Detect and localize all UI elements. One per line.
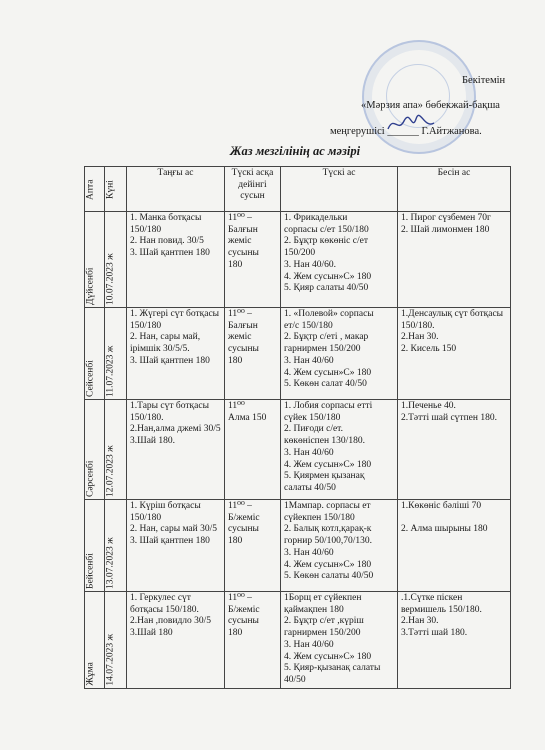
- breakfast-item: 1.Тары сүт ботқасы 150/180.: [130, 401, 209, 423]
- dinner-item: 1.Денсаулық сүт ботқасы 150/180.: [401, 309, 504, 331]
- snack-item: жеміс: [228, 236, 252, 247]
- dinner-item: 1. Пирог сүзбемен 70г: [401, 213, 491, 223]
- lunch-item: 2. Пиғоди с/ет.: [284, 424, 343, 435]
- snack-item: Б/жеміс: [228, 512, 260, 523]
- breakfast-item: 2.Нан ,повидло 30/5: [130, 616, 212, 627]
- dinner-item: 1.Көкөніс бәліші 70: [401, 501, 482, 511]
- table-row: [85, 212, 511, 308]
- lunch-item: 150/200: [284, 248, 316, 259]
- lunch-item: ет/с 150/180: [284, 320, 333, 331]
- snack-cell: [225, 212, 281, 308]
- snack-item: 11⁰⁰ –: [228, 593, 252, 603]
- dinner-item: 2. Кисель 150: [401, 344, 457, 355]
- breakfast-item: 2. Нан, сары май 30/5: [130, 524, 217, 535]
- breakfast-cell: [127, 400, 225, 500]
- lunch-item: 4. Жем сусын»С» 180: [284, 651, 372, 662]
- snack-item: 180: [228, 355, 243, 366]
- breakfast-cell: [127, 308, 225, 400]
- snack-item: Б/жеміс: [228, 604, 260, 615]
- snack-item: жеміс: [228, 332, 252, 343]
- breakfast-item: 3. Шай қантпен 180: [130, 355, 210, 366]
- snack-item: сусыны: [228, 524, 259, 535]
- breakfast-cell: [127, 500, 225, 592]
- weekday-cell: Дүйсенбі: [85, 212, 105, 308]
- dinner-item: 2. Алма шырыны 180: [401, 524, 488, 535]
- approval-line-1: Бекітемін: [462, 75, 506, 86]
- lunch-item: сүйекпен 150/180: [284, 512, 355, 523]
- lunch-item: 5. Көкөн салат 40/50: [284, 379, 367, 390]
- lunch-item: 5. Қияр салаты 40/50: [284, 283, 369, 294]
- menu-table: [84, 166, 511, 689]
- header-lunch: Түскі ас: [281, 167, 398, 212]
- dinner-item: 2. Шай лимонмен 180: [401, 224, 490, 235]
- dinner-item: 2.Нан 30.: [401, 332, 439, 343]
- lunch-item: 4. Жем сусын»С» 180: [284, 459, 372, 470]
- dinner-item: .1.Сүтке піскен вермишель 150/180.: [401, 593, 482, 615]
- date-cell: 13.07.2023 ж: [105, 500, 127, 592]
- snack-item: 180: [228, 536, 243, 547]
- breakfast-item: 1. Манка ботқасы 150/180: [130, 213, 202, 235]
- approval-line-2: «Мәрзия апа» бөбекжай-бақша: [361, 100, 500, 111]
- dinner-item: 2.Нан 30.: [401, 616, 439, 627]
- lunch-item: 2. Бұқтр с/еті , макар: [284, 332, 369, 343]
- table-row: [85, 400, 511, 500]
- header-snack: Түскі асқа дейінгі сусын: [225, 167, 281, 212]
- header-dinner: Бесін ас: [398, 167, 511, 212]
- lunch-item: 2. Бұқтр көкөніс с/ет: [284, 236, 368, 247]
- lunch-item: қаймақпен 180: [284, 604, 344, 615]
- breakfast-item: 3.Шай 180: [130, 628, 173, 639]
- lunch-item: 4. Жем сусын»С» 180: [284, 367, 372, 378]
- header-breakfast: Таңғы ас: [127, 167, 225, 212]
- snack-item: сусыны: [228, 344, 259, 355]
- lunch-item: 5. Қияр-қызанақ салаты: [284, 663, 381, 674]
- snack-item: Балғын: [228, 224, 258, 235]
- lunch-item: 1. «Полевой» сорпасы: [284, 309, 374, 319]
- dinner-cell: [398, 212, 511, 308]
- lunch-item: горнир 50/100,70/130.: [284, 536, 372, 547]
- lunch-item: 4. Жем сусын»С» 180: [284, 271, 372, 282]
- lunch-cell: [281, 308, 398, 400]
- date-cell: 12.07.2023 ж: [105, 400, 127, 500]
- lunch-item: 3. Нан 40/60: [284, 639, 334, 650]
- header-week: Апта: [85, 167, 105, 212]
- breakfast-item: 2. Нан повид. 30/5: [130, 236, 204, 247]
- date-cell: 10.07.2023 ж: [105, 212, 127, 308]
- date-cell: 14.07.2023 ж: [105, 592, 127, 689]
- lunch-item: 3. Нан 40/60.: [284, 259, 337, 270]
- breakfast-item: 2. Нан, сары май, ірімшік 30/5/5.: [130, 332, 201, 355]
- snack-item: Алма 150: [228, 412, 267, 423]
- snack-item: сусыны: [228, 616, 259, 627]
- weekday-cell: Жұма: [85, 592, 105, 689]
- dinner-cell: [398, 400, 511, 500]
- dinner-item: 1.Печенье 40.: [401, 401, 456, 411]
- lunch-item: 1. Фрикадельки: [284, 213, 348, 223]
- lunch-cell: [281, 400, 398, 500]
- lunch-item: 2. Балық котл,қарақ-к: [284, 524, 372, 535]
- dinner-cell: [398, 592, 511, 689]
- header-day: Күні: [105, 167, 127, 212]
- snack-item: 180: [228, 259, 243, 270]
- table-row: [85, 500, 511, 592]
- dinner-item: 3.Тәтті шай 180.: [401, 628, 468, 639]
- lunch-item: 40/50: [284, 674, 306, 685]
- breakfast-item: 3. Шай қантпен 180: [130, 248, 210, 259]
- lunch-item: 5. Қиярмен қызанақ: [284, 471, 365, 482]
- lunch-item: 3. Нан 40/60: [284, 355, 334, 366]
- date-cell: 11.07.2023 ж: [105, 308, 127, 400]
- breakfast-item: 3.Шай 180.: [130, 436, 176, 447]
- lunch-item: 1Мампар. сорпасы ет: [284, 501, 371, 511]
- weekday-cell: Сейсенбі: [85, 308, 105, 400]
- lunch-item: 2. Бұқтр с/ет ,күріш: [284, 616, 364, 627]
- snack-item: сусыны: [228, 248, 259, 259]
- snack-item: 11⁰⁰ –: [228, 309, 252, 319]
- lunch-item: 1. Лобия сорпасы етті: [284, 401, 373, 411]
- lunch-item: гарнирмен 150/200: [284, 628, 361, 639]
- breakfast-item: 3. Шай қантпен 180: [130, 536, 210, 547]
- lunch-item: көкөніспен 130/180.: [284, 436, 365, 447]
- lunch-cell: [281, 500, 398, 592]
- weekday-cell: Сәрсенбі: [85, 400, 105, 500]
- table-header-row: [85, 167, 511, 212]
- table-row: [85, 592, 511, 689]
- snack-cell: [225, 308, 281, 400]
- breakfast-cell: [127, 212, 225, 308]
- handwritten-signature: [386, 113, 436, 135]
- lunch-cell: [281, 212, 398, 308]
- lunch-item: 5. Көкөн салаты 40/50: [284, 571, 374, 582]
- snack-item: 180: [228, 628, 243, 639]
- page-title: Жаз мезгілінің ас мәзірі: [230, 144, 361, 158]
- breakfast-item: 1. Геркулес сүт ботқасы 150/180.: [130, 593, 199, 615]
- breakfast-item: 1. Жүгері сүт ботқасы 150/180: [130, 309, 220, 331]
- weekday-cell: Бейсенбі: [85, 500, 105, 592]
- lunch-item: гарнирмен 150/200: [284, 344, 361, 355]
- lunch-item: 1Борщ ет сүйекпен: [284, 593, 362, 603]
- lunch-cell: [281, 592, 398, 689]
- dinner-item: 2.Тәтті шай сүтпен 180.: [401, 412, 497, 423]
- snack-item: 11⁰⁰: [228, 401, 245, 411]
- approval-line-3: меңгерушісі ______ Г.Айтжанова.: [330, 126, 482, 137]
- dinner-cell: [398, 308, 511, 400]
- breakfast-cell: [127, 592, 225, 689]
- lunch-item: 3. Нан 40/60: [284, 547, 334, 558]
- snack-cell: [225, 500, 281, 592]
- lunch-item: 4. Жем сусын»С» 180: [284, 559, 372, 570]
- snack-item: 11⁰⁰ –: [228, 213, 252, 223]
- snack-item: 11⁰⁰ –: [228, 501, 252, 511]
- lunch-item: сорпасы с/ет 150/180: [284, 224, 369, 235]
- snack-item: Балғын: [228, 320, 258, 331]
- breakfast-item: 2.Нан,алма джемі 30/5: [130, 424, 221, 435]
- dinner-cell: [398, 500, 511, 592]
- table-row: [85, 308, 511, 400]
- snack-cell: [225, 592, 281, 689]
- breakfast-item: 1. Күріш ботқасы 150/180: [130, 501, 201, 523]
- snack-cell: [225, 400, 281, 500]
- dinner-item: [401, 513, 507, 525]
- lunch-item: сүйек 150/180: [284, 412, 341, 423]
- lunch-item: 3. Нан 40/60: [284, 447, 334, 458]
- lunch-item: салаты 40/50: [284, 482, 336, 493]
